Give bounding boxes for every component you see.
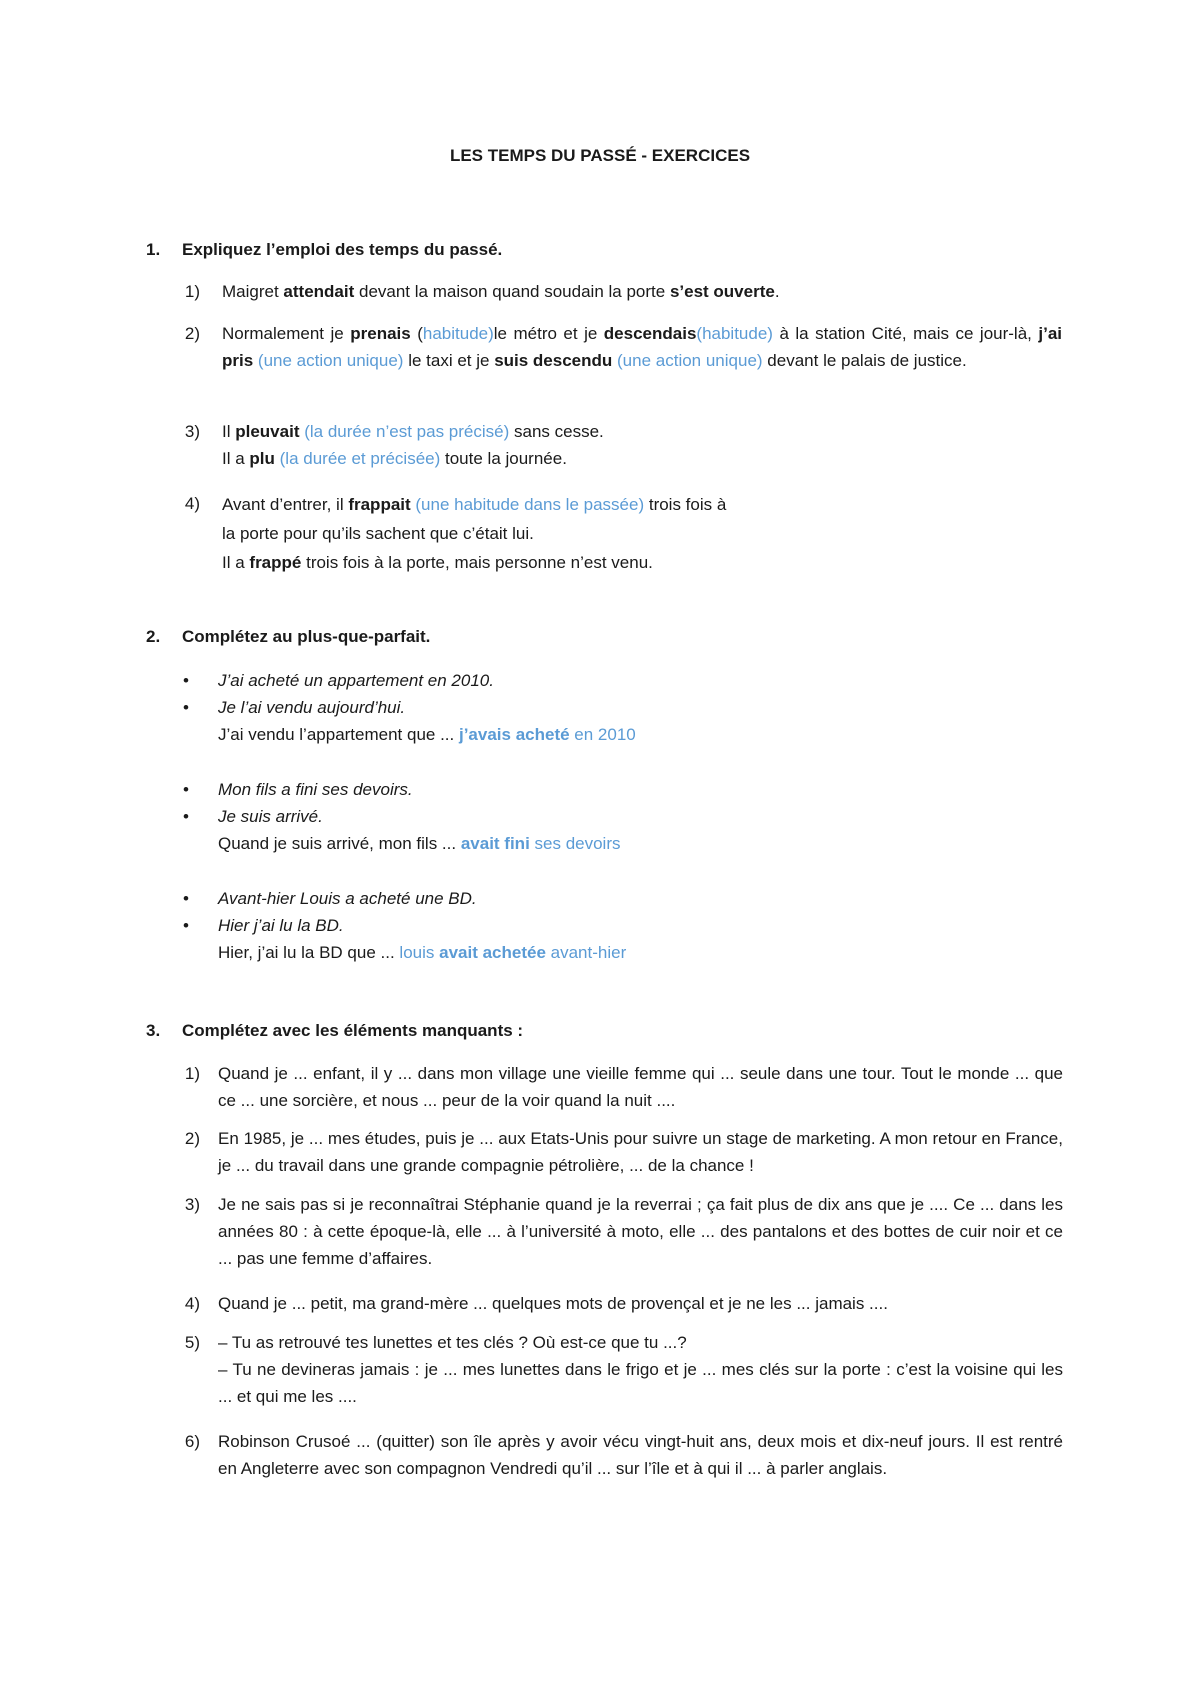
section-3-number: 3.: [146, 1021, 161, 1040]
item-1-3-text: [222, 418, 1062, 472]
answer-line: [218, 830, 1058, 857]
item-3-2-number: 2): [184, 1129, 200, 1148]
bullet-icon: •: [183, 916, 189, 935]
line: [222, 418, 1062, 445]
line: [222, 548, 1062, 577]
item-3-1-text: Quand je ... enfant, il y ... dans mon village une vieille femme qui ... seule dans une tour. Tout le monde ... que ce ... une sorcière, et nous ... peur de la voir quand la nuit ....: [218, 1064, 1063, 1110]
bullet-icon: •: [183, 889, 189, 908]
line: la porte pour qu’ils sachent que c’était lui.: [222, 524, 534, 543]
verb: prenais: [350, 324, 411, 343]
answer-line: [218, 939, 1058, 966]
item-1-3-number: 3): [184, 422, 200, 441]
page-title: LES TEMPS DU PASSÉ - EXERCICES: [449, 146, 751, 165]
item-3-4-text: Quand je ... petit, ma grand-mère ... quelques mots de provençal et je ne les ... jamais ....: [218, 1294, 888, 1313]
exercise-2-group-2: [218, 776, 1058, 857]
item-3-3-text: Je ne sais pas si je reconnaîtrai Stéphanie quand je la reverrai ; ça fait plus de dix ans que je .... Ce ... dans les années 80 : à cette époque-là, elle ... à l’université à moto, elle ... des pantalons et des bottes de cuir noir et ce ... pas une femme d’affaires.: [218, 1195, 1063, 1268]
verb: pleuvait: [235, 422, 300, 441]
exercise-2-group-3: [218, 885, 1058, 966]
text: sans cesse.: [509, 422, 604, 441]
item-3-2-text: En 1985, je ... mes études, puis je ... aux Etats-Unis pour suivre un stage de marketing. A mon retour en France, je ... du travail dans une grande compagnie pétrolière, ... de la chance !: [218, 1129, 1063, 1175]
section-2-title: Complétez au plus-que-parfait.: [182, 627, 431, 646]
text: le taxi et je: [403, 351, 495, 370]
text: trois fois à: [644, 495, 727, 514]
text: (: [410, 324, 423, 343]
line: [222, 445, 1062, 472]
answer-line: [218, 721, 1058, 748]
verb: suis descendu: [494, 351, 613, 370]
dialogue-line: – Tu as retrouvé tes lunettes et tes clés ? Où est-ce que tu ...?: [218, 1333, 687, 1352]
text: trois fois à la porte, mais personne n’est venu.: [301, 553, 653, 572]
verb: frappé: [249, 553, 302, 572]
bullet-icon: •: [183, 807, 189, 826]
verb: descendais: [603, 324, 697, 343]
item-3-3-number: 3): [184, 1195, 200, 1214]
text: Avant d’entrer, il: [222, 495, 349, 514]
text: le métro et je: [493, 324, 604, 343]
answer: j’avais acheté: [458, 725, 570, 744]
answer: avait achetée: [439, 943, 546, 962]
text: devant la maison quand soudain la porte: [354, 282, 670, 301]
item-3-6-number: 6): [184, 1432, 200, 1451]
section-3-title: Complétez avec les éléments manquants :: [182, 1021, 524, 1040]
answer: avant-hier: [545, 943, 627, 962]
answer-annotation: (la durée et précisée): [274, 449, 441, 468]
line: [222, 490, 1062, 519]
answer-annotation: (habitude): [696, 324, 773, 343]
bullet-icon: •: [183, 698, 189, 717]
text: .: [774, 282, 780, 301]
bullet-icon: •: [183, 671, 189, 690]
item-1-1-text: [222, 278, 1062, 305]
text: Il a: [222, 553, 250, 572]
sentence: Mon fils a fini ses devoirs.: [218, 780, 413, 799]
text: Hier, j’ai lu la BD que ...: [218, 943, 400, 962]
verb: attendait: [283, 282, 355, 301]
text: Il a: [222, 449, 250, 468]
dialogue-line: – Tu ne devineras jamais : je ... mes lunettes dans le frigo et je ... mes clés sur la porte : c’est la voisine qui les ... et qui me les ....: [218, 1360, 1063, 1406]
answer: ses devoirs: [529, 834, 621, 853]
section-1-title: Expliquez l’emploi des temps du passé.: [182, 240, 503, 259]
exercise-2-group-1: [218, 667, 1058, 748]
answer: louis: [399, 943, 440, 962]
section-2-number: 2.: [146, 627, 161, 646]
verb: j’ai pris: [222, 324, 1062, 370]
answer-annotation: (une action unique): [253, 351, 404, 370]
item-3-4-number: 4): [184, 1294, 200, 1313]
text: Quand je suis arrivé, mon fils ...: [218, 834, 461, 853]
item-1-4-text: [222, 490, 1062, 577]
verb: plu: [249, 449, 275, 468]
text: J’ai vendu l’appartement que ...: [218, 725, 459, 744]
answer: avait fini: [460, 834, 530, 853]
item-1-2-text: [222, 320, 1062, 374]
section-1-number: 1.: [146, 240, 161, 259]
text: à la station Cité, mais ce jour-là,: [772, 324, 1039, 343]
answer-annotation: (la durée n’est pas précisé): [299, 422, 510, 441]
verb: frappait: [348, 495, 411, 514]
sentence: Hier j’ai lu la BD.: [218, 916, 344, 935]
text: toute la journée.: [440, 449, 567, 468]
text: Maigret: [222, 282, 284, 301]
answer-annotation: (une habitude dans le passée): [410, 495, 645, 514]
answer-annotation: (une action unique): [612, 351, 763, 370]
text: Il: [222, 422, 236, 441]
text: Normalement je: [222, 324, 351, 343]
item-1-1-number: 1): [184, 282, 200, 301]
text: devant le palais de justice.: [762, 351, 967, 370]
item-1-4-number: 4): [184, 494, 200, 513]
item-3-5-number: 5): [184, 1333, 200, 1352]
item-3-1-number: 1): [184, 1064, 200, 1083]
verb: s’est ouverte: [669, 282, 775, 301]
sentence: Avant-hier Louis a acheté une BD.: [218, 889, 477, 908]
item-3-6-text: Robinson Crusoé ... (quitter) son île après y avoir vécu vingt-huit ans, deux mois et dix-neuf jours. Il est rentré en Angleterre avec son compagnon Vendredi qu’il ... sur l’île et à qui il ... à parler anglais.: [218, 1432, 1063, 1478]
answer-annotation: habitude): [422, 324, 494, 343]
answer: en 2010: [569, 725, 636, 744]
item-3-5-text: [218, 1329, 1063, 1410]
item-1-2-number: 2): [184, 324, 200, 343]
sentence: Je suis arrivé.: [218, 807, 323, 826]
bullet-icon: •: [183, 780, 189, 799]
sentence: Je l’ai vendu aujourd’hui.: [218, 698, 406, 717]
sentence: J’ai acheté un appartement en 2010.: [218, 671, 494, 690]
